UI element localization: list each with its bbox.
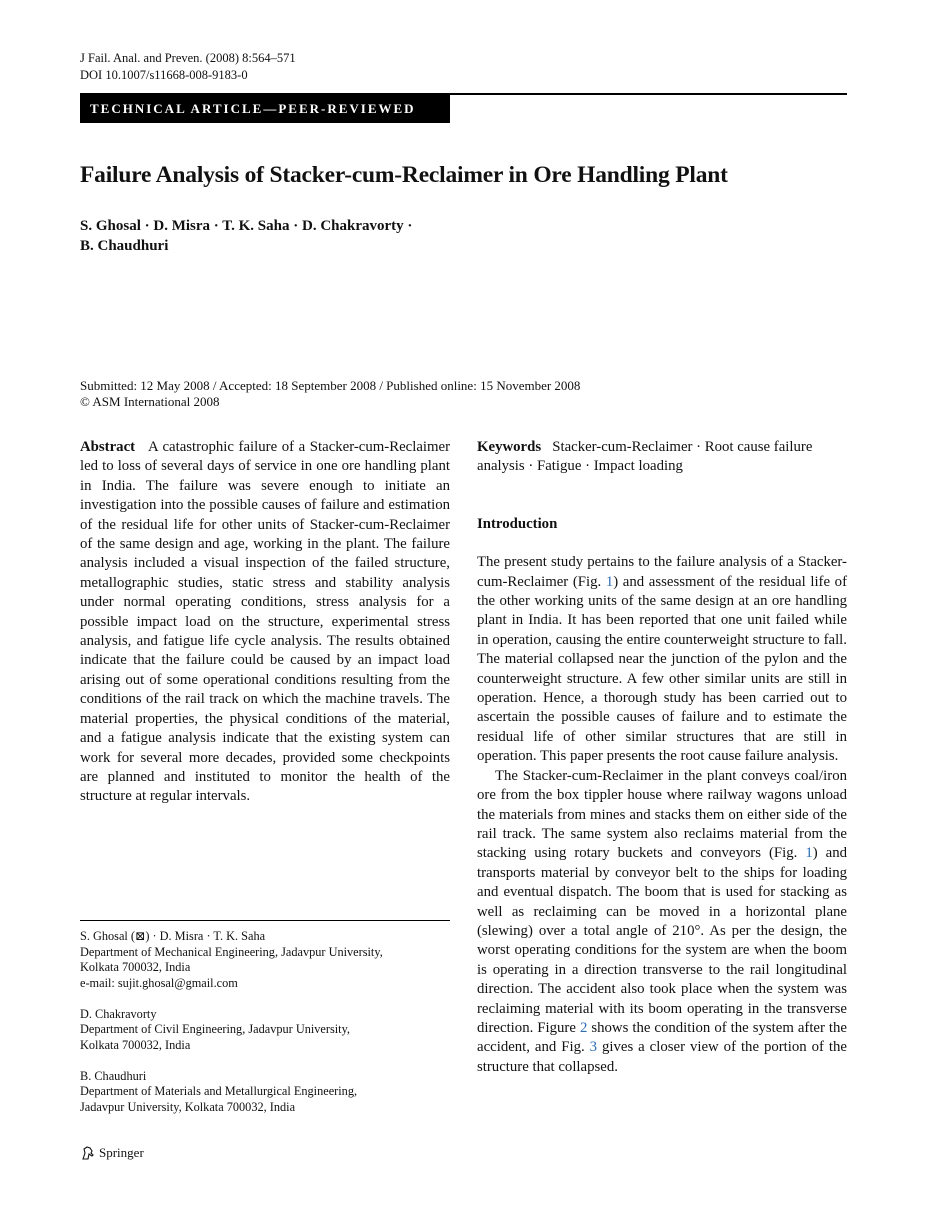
keywords-heading: Keywords [477,439,542,455]
affiliation-dept: Department of Materials and Metallurgical Engineering, [80,1084,358,1098]
author-list [80,216,412,256]
intro-p2-text-a: The Stacker-cum-Reclaimer in the plant conveys coal/iron ore from the box tippler house where railway wagons unload the materials from mines and stacks them on either side of the rail track. The same system also reclaims material from the stacking using rotary buckets and conveyors (Fig. [477,767,847,862]
copyright: © ASM International 2008 [80,394,220,409]
affiliation-city: Kolkata 700032, India [80,960,191,974]
affiliation-city: Jadavpur University, Kolkata 700032, India [80,1099,296,1114]
intro-paragraph-2 [477,767,847,1078]
intro-p2-text-c: shows the condition of the system after the accident, and Fig. [477,1019,848,1056]
fig-1-link[interactable]: 1 [805,845,813,862]
intro-p2-text-b: ) and transports material by conveyor belt to the ships for loading and eventual dispatch. The boom that is used for stacking as well as reclaiming can be moved in a horizontal plane (slewing) over a total angle of 210°. As per the design, the worst operating conditions for the system are when the boom is operating in a direction transverse to the rail longitudinal direction. The accident also took place when the system was reclaiming material with its boom operating in the transverse direction. Figure [477,845,847,1036]
affiliation-dept: Department of Mechanical Engineering, Jadavpur University, [80,944,383,959]
fig-3-link[interactable]: 3 [589,1039,598,1056]
affiliation-names: B. Chaudhuri [80,1068,147,1083]
publisher-name: Springer [99,1145,144,1160]
affiliation-names-a: S. Ghosal ( [80,929,135,943]
fig-1-link[interactable]: 1 [605,573,614,590]
springer-horse-icon [80,1145,96,1161]
article-type-banner: TECHNICAL ARTICLE—PEER-REVIEWED [80,95,450,123]
intro-p1-text-b: ) and assessment of the residual life of the other working units of the same design at an ore handling plant in India. It has been reported that one unit failed while in operation, causing the entire counterweight structure to fall. The material collapsed near the junction of the pylon and the counterweight structure. A few other similar units are still in operation. Hence, a thorough study has been carried out to ascertain the possible causes of failure and to estimate the residual life of other similar structures that are still in operation. This paper presents the root cause failure analysis. [477,573,848,765]
affiliation-dept: Department of Civil Engineering, Jadavpur University, [80,1022,351,1036]
author-line-2: B. Chaudhuri [80,238,169,254]
affiliation-3 [80,1069,450,1116]
affiliation-city: Kolkata 700032, India [80,1037,191,1052]
publication-history [80,378,580,410]
affiliations [80,929,450,1131]
journal-citation: J Fail. Anal. and Preven. (2008) 8:564–571 [80,51,296,65]
publisher-footer [80,1145,144,1161]
abstract [80,438,450,807]
introduction-heading: Introduction [477,515,558,532]
affiliation-names-b: ) · D. Misra · T. K. Saha [145,929,266,943]
envelope-icon: ⊠ [135,929,146,943]
right-column [477,438,847,1077]
intro-p2-text-d: gives a closer view of the portion of the structure that collapsed. [477,1039,847,1075]
author-line-1: S. Ghosal · D. Misra · T. K. Saha · D. Chakravorty · [80,218,413,234]
abstract-text: A catastrophic failure of a Stacker-cum-Reclaimer led to loss of several days of service in one ore handling plant in India. The failure was severe enough to initiate an investigation into the possible causes of failure and estimation of the residual life for other units of Stacker-cum-Reclaimer of the same design and age, working in the plant. The failure analysis included a visual inspection of the failed structure, metallographic studies, static stress and stability analysis under normal operating conditions, stress analysis for a possible impact load on the structure, experimental stress analysis, and fatigue life cycle analysis. The results obtained indicate that the failure could be caused by an impact load arising out of some operational conditions resulting from the conditions of the rail track on which the machine travels. The material properties, the physical conditions of the material, and a fatigue analysis indicate that the existing system can work for several more decades, provided some checkpoints are planned and instituted to monitor the health of the structure at regular intervals. [80,439,451,805]
intro-paragraph-1 [477,553,847,766]
doi: DOI 10.1007/s11668-008-9183-0 [80,68,248,82]
left-column [80,438,450,807]
affiliation-email[interactable]: e-mail: sujit.ghosal@gmail.com [80,975,238,990]
history-dates: Submitted: 12 May 2008 / Accepted: 18 September 2008 / Published online: 15 November 2008 [80,378,581,393]
footnote-rule [80,920,450,921]
abstract-heading: Abstract [80,439,136,455]
affiliation-2 [80,1007,450,1054]
affiliation-names: D. Chakravorty [80,1006,157,1021]
keywords-text: Stacker-cum-Reclaimer · Root cause failure analysis · Fatigue · Impact loading [477,439,813,475]
fig-2-link[interactable]: 2 [579,1019,588,1036]
affiliation-1 [80,929,450,991]
article-title: Failure Analysis of Stacker-cum-Reclaimer in Ore Handling Plant [80,162,728,188]
keywords [477,438,847,477]
journal-header [80,50,296,84]
intro-p1-text-a: The present study pertains to the failure analysis of a Stacker-cum-Reclaimer (Fig. [477,554,847,590]
